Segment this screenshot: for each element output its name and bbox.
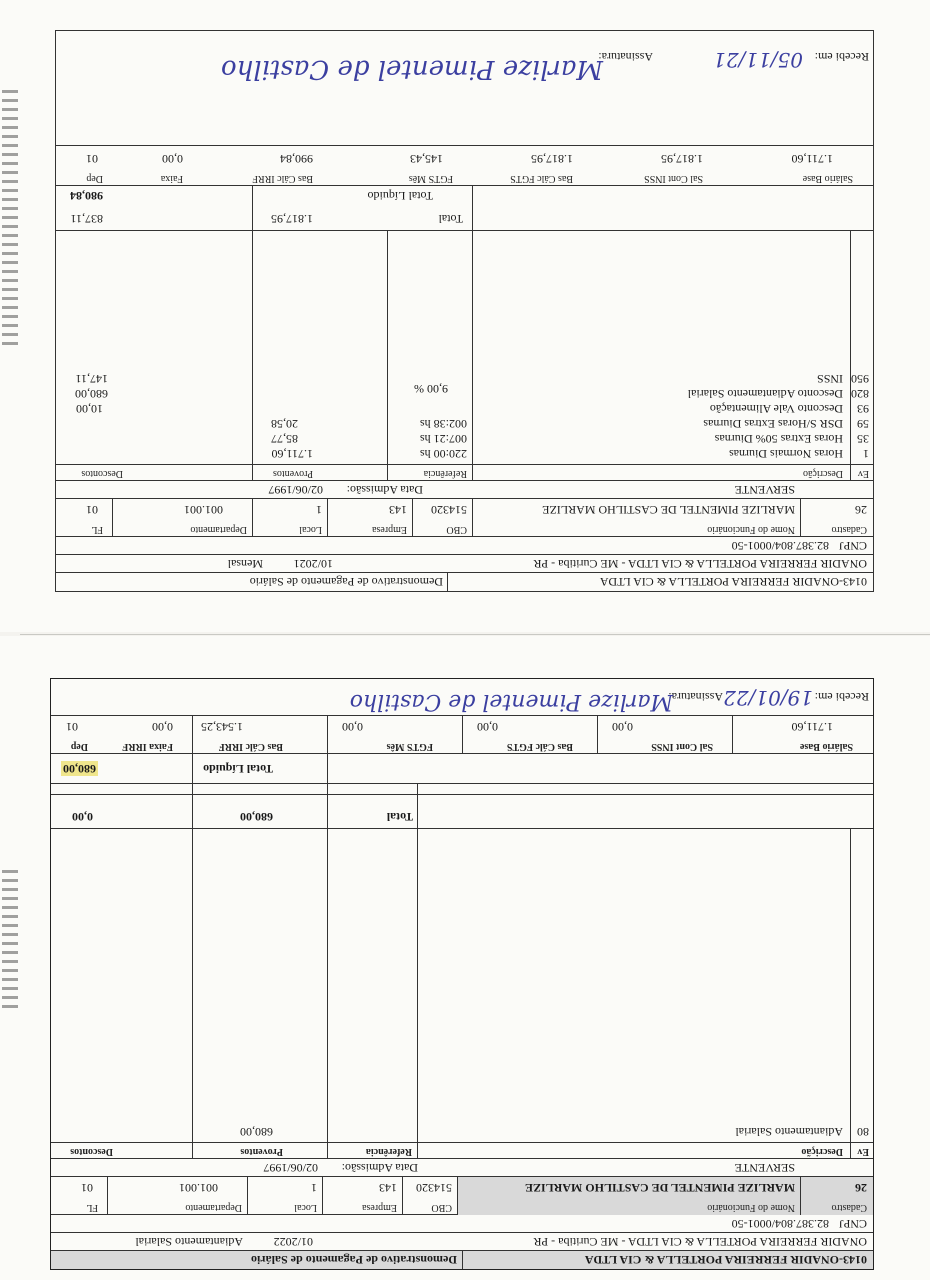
company-row [51,1232,873,1251]
received-date: 19/01/22 [723,686,813,710]
col-descricao: Descrição [801,1146,843,1157]
item-ev: 1 [863,447,869,461]
fl-label: FL [86,1202,98,1213]
base-fgts-label: Bas Cálc FGTS [510,173,573,184]
job-title: SERVENTE [734,483,795,497]
employee-name: MARLIZE PIMENTEL DE CASTILHO MARLIZE [524,1181,795,1195]
header-row [56,572,873,591]
local-value: 1 [311,1181,317,1195]
cnpj-value: 82.387.804/0001-50 [731,539,829,553]
period: 10/2021 [293,557,333,571]
admission-label: Data Admissão: [346,483,423,497]
company-name: ONADIR FERREIRA PORTELLA & CIA LTDA - ME Curitiba - PR [533,557,867,571]
dep-value: 01 [66,720,78,734]
paper-fold-line [20,634,930,635]
local-label: Local [299,524,322,535]
total-label: Total [386,810,413,824]
cnpj-value: 82.387.804/0001-50 [731,1217,829,1231]
dep-value: 01 [86,152,98,166]
employee-name: MARLIZE PIMENTEL DE CASTILHO MARLIZE [542,503,795,517]
cnpj-row [51,1214,873,1233]
col-proventos: Proventos [273,468,313,479]
item-description: Horas Extras 50% Diurnas [714,432,843,446]
net-label: Total Líquido [203,762,273,776]
admission-date: 02/06/1997 [268,483,323,497]
base-salario-value: 1.711,60 [791,152,833,166]
bases-row [51,715,873,754]
faixa-label: Faixa IRRF [122,741,173,752]
base-irrf-label: Bas Cálc IRRF [252,173,313,184]
signature: Marlize Pimentel de Castilho [349,689,673,714]
document-title: Demonstrativo de Pagamento de Salário [249,575,443,589]
item-reference: 007:21 hs [419,432,467,446]
cbo-label: CBO [431,1202,452,1213]
cnpj-label: CNPJ [838,1217,867,1231]
company-row [56,554,873,573]
cadastro-value: 26 [855,1181,867,1195]
col-referencia: Referência [423,468,467,479]
cadastro-label: Cadastro [831,524,867,535]
item-description: Horas Normais Diurnas [729,447,843,461]
empresa-value: 143 [389,503,407,517]
fgts-mes-label: FGTS Mês [386,741,433,752]
signature: Marlize Pimentel de Castilho [220,54,603,84]
local-label: Local [294,1202,317,1213]
total-label: Total [438,212,463,226]
period-type: Mensal [227,557,263,571]
document-title: Demonstrativo de Pagamento de Salário [251,1253,457,1267]
fgts-mes-label: FGTS Mês [408,173,453,184]
received-label: Recebi em: [814,50,869,64]
cbo-label: CBO [446,524,467,535]
received-label: Recebi em: [814,690,869,704]
base-salario-label: Salário Base [799,741,853,752]
scan-edge-artifact [2,90,18,350]
scan-edge-artifact [2,870,18,1010]
net-row [51,753,873,784]
dep-label: Dep [86,173,103,184]
base-irrf-value: 990,84 [280,152,313,166]
totals-row [56,185,873,231]
cadastro-value: 26 [855,503,867,517]
total-deductions: 0,00 [72,810,93,824]
item-reference: 220:00 hs [419,447,467,461]
item-ev: 59 [857,417,869,431]
receipt-area [51,679,873,716]
base-fgts-label: Bas Cálc FGTS [506,741,573,752]
item-ev: 93 [857,402,869,416]
item-earning: 680,00 [240,1125,273,1139]
item-reference: 9,00 % [414,382,448,396]
base-salario-label: Salário Base [802,173,853,184]
total-deductions: 837,11 [70,212,103,226]
fgts-mes-value: 145,43 [410,152,443,166]
cargo-row [56,480,873,499]
employee-row [56,498,873,537]
item-earning: 20,58 [271,417,298,431]
admission-date: 02/06/1997 [263,1161,318,1175]
faixa-label: Faixa [160,173,183,184]
col-descontos: Descontos [81,468,123,479]
item-reference: 002:38 hs [419,417,467,431]
col-ev: Ev [857,468,869,479]
col-referencia: Referência [365,1146,412,1157]
total-earnings: 1.817,95 [271,212,313,226]
item-description: INSS [816,372,843,386]
base-irrf-label: Bas Cálc IRRF [218,741,283,752]
employee-row [51,1176,873,1215]
item-earning: 1.711,60 [271,447,313,461]
base-fgts-value: 0,00 [477,720,498,734]
fl-label: FL [91,524,103,535]
net-value: 980,84 [70,189,103,203]
departamento-label: Departamento [190,524,247,535]
base-salario-value: 1.711,60 [791,720,833,734]
total-earnings: 680,00 [240,810,273,824]
fl-value: 01 [86,503,98,517]
base-inss-value: 1.817,95 [661,152,703,166]
item-deduction: 147,11 [75,372,108,386]
empresa-value: 143 [379,1181,397,1195]
employer-code-title: 0143-ONADIR FERREIRA PORTELLA & CIA LTDA [584,1253,867,1267]
signature-label: Assinatura: [598,50,653,64]
departamento-value: 001.001 [179,1181,218,1195]
item-earning: 85,77 [271,432,298,446]
item-deduction: 10,00 [76,402,103,416]
payslip-oct-2021 [55,30,874,592]
item-description: Desconto Vale Alimentação [709,402,843,416]
item-ev: 820 [851,387,869,401]
dep-label: Dep [70,741,88,752]
net-label: Total Líquido [367,189,433,203]
local-value: 1 [316,503,322,517]
signature-label: Assinatura: [668,690,723,704]
departamento-label: Departamento [185,1202,242,1213]
item-description: Adiantamento Salarial [735,1125,843,1139]
received-date: 05/11/21 [713,48,803,72]
base-irrf-value: 1.543,25 [201,720,243,734]
item-description: Desconto Adiantamento Salarial [687,387,843,401]
cnpj-row [56,536,873,555]
period: 01/2022 [273,1235,313,1249]
cadastro-label: Cadastro [831,1202,867,1213]
cbo-value: 514320 [431,503,467,517]
receipt-area [56,32,873,146]
faixa-value: 0,00 [152,720,173,734]
employer-code-title: 0143-ONADIR FERREIRA PORTELLA & CIA LTDA [599,575,867,589]
company-name: ONADIR FERREIRA PORTELLA & CIA LTDA - ME Curitiba - PR [533,1235,867,1249]
employee-name-label: Nome do Funcionário [707,524,795,535]
base-inss-label: Sal Cont INSS [651,741,713,752]
totals-row [51,783,873,829]
col-proventos: Proventos [240,1146,283,1157]
base-inss-label: Sal Cont INSS [644,173,703,184]
empresa-label: Empresa [362,1202,397,1213]
faixa-value: 0,00 [162,152,183,166]
cbo-value: 514320 [416,1181,452,1195]
items-table [56,230,873,481]
employee-name-label: Nome do Funcionário [707,1202,795,1213]
col-descricao: Descrição [803,468,843,479]
fl-value: 01 [81,1181,93,1195]
item-deduction: 680,00 [75,387,108,401]
item-description: DSR S/Horas Extras Diurnas [703,417,843,431]
net-value: 680,00 [63,762,96,776]
payslip-jan-2022 [50,678,874,1270]
empresa-label: Empresa [372,524,407,535]
col-ev: Ev [857,1146,869,1157]
base-inss-value: 0,00 [612,720,633,734]
departamento-value: 001.001 [184,503,223,517]
base-fgts-value: 1.817,95 [531,152,573,166]
cargo-row [51,1158,873,1177]
admission-label: Data Admissão: [341,1161,418,1175]
item-ev: 35 [857,432,869,446]
job-title: SERVENTE [734,1161,795,1175]
fgts-mes-value: 0,00 [342,720,363,734]
period-type: Adiantamento Salarial [135,1235,243,1249]
item-ev: 80 [857,1125,869,1139]
col-descontos: Descontos [70,1146,113,1157]
header-row [51,1250,873,1269]
item-ev: 950 [851,372,869,386]
items-table [51,828,873,1159]
cnpj-label: CNPJ [838,539,867,553]
bases-row [56,145,873,186]
